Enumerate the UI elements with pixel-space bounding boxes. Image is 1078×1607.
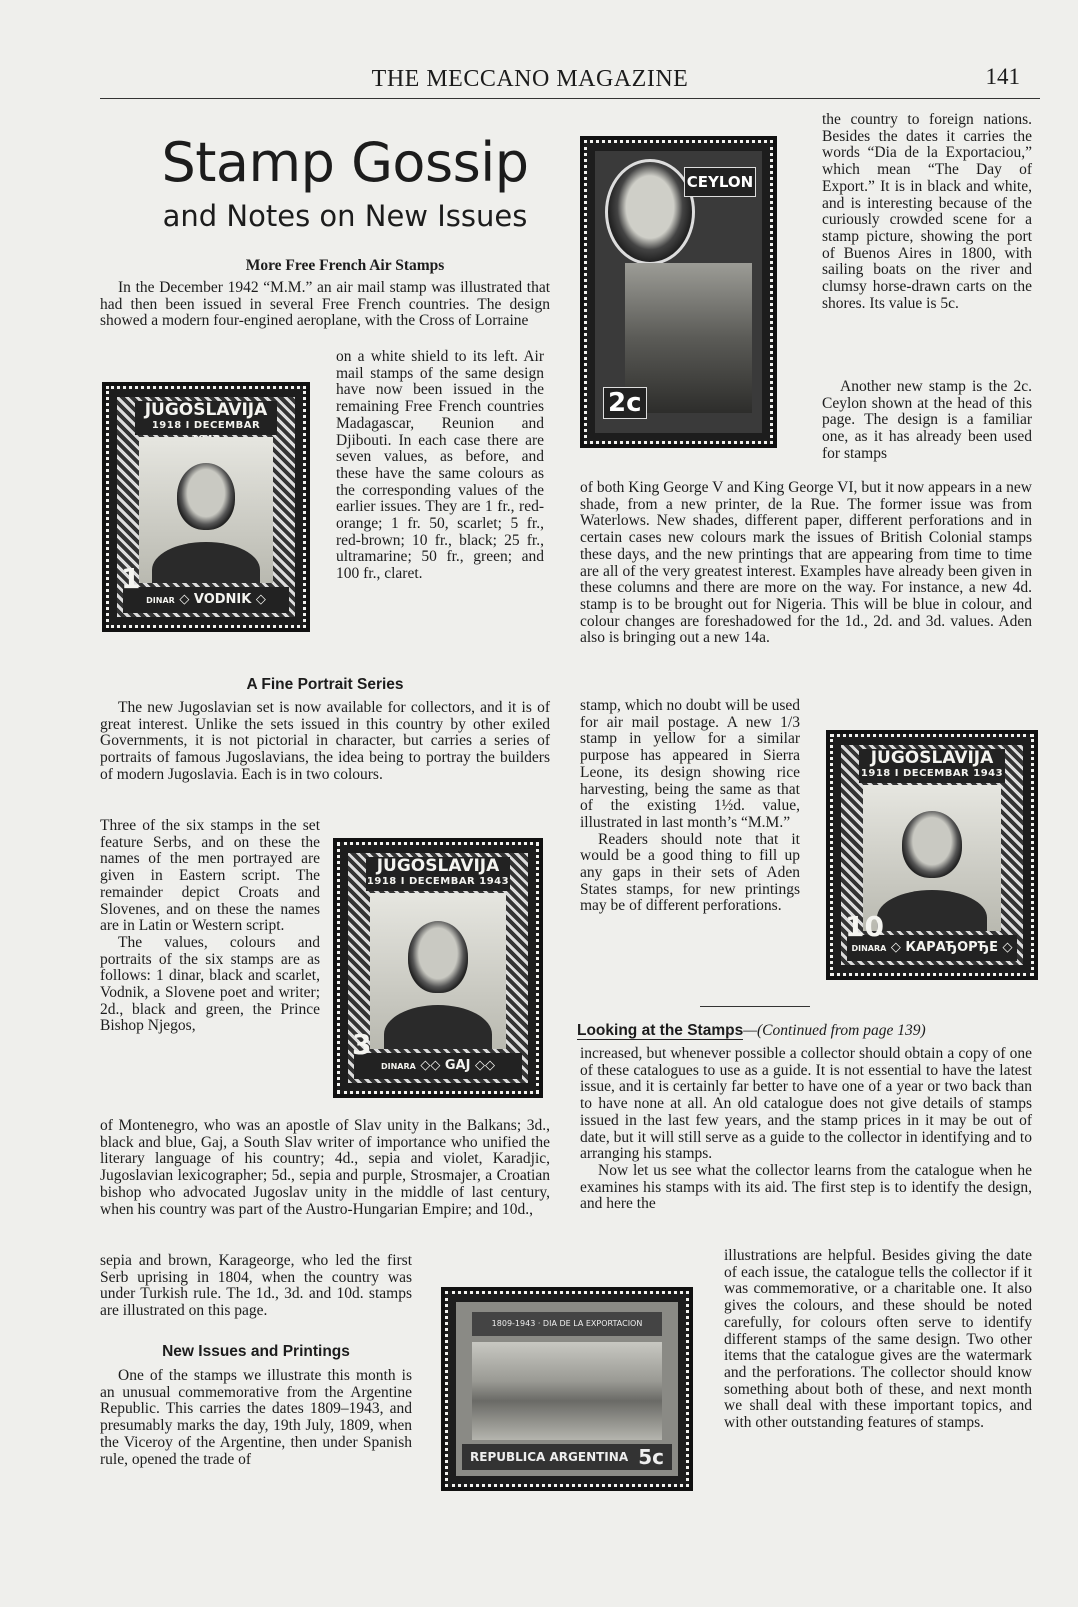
stamp-currency: DINARA xyxy=(851,944,887,953)
paragraph: the country to foreign nations. Besides the dates it carries the words “Dia de la Exportaciou,” which mean “The Day of Export.” It is in black and white, and is interesting because of the curiously crowded scene for a stamp picture, showing the port of Buenos Aires in 1800, with sailing boats on the river and clumsy horse-drawn carts on the shores. Its value is 5c. xyxy=(822,111,1032,312)
paragraph: The new Jugoslavian set is now available for collectors, and it is of great interest. Unlike the sets issued in this country by other exiled Governments, it is not pictorial in character, but carries a series of portraits of famous Jugoslavians, the idea being to portray the builders of modern Jugoslavia. Each is in two colours. xyxy=(100,699,550,783)
king-portrait-medallion xyxy=(605,159,695,265)
stamp-gaj: JUGOSLAVIJA 1918 I DECEMBAR 1943 DINARA ◇◇ GAJ ◇◇ 3 xyxy=(333,838,543,1098)
stamp-country: JUGOSLAVIJA xyxy=(144,400,268,420)
heading-text: Looking at the Stamps xyxy=(577,1022,744,1039)
stamp-currency: DINARA xyxy=(380,1062,416,1071)
stamp-name: VODNIK xyxy=(193,592,252,607)
stamp-vodnik: JUGOSLAVIJA 1918 I DECEMBAR DINAR ◇ VODNIK ◇ 1 xyxy=(102,382,310,632)
text-colonial-printings xyxy=(580,480,1032,647)
text-new-issues-argentine xyxy=(100,1368,412,1468)
portrait-image xyxy=(139,437,273,583)
stamp-value: 2c xyxy=(603,387,647,419)
stamp-ceylon xyxy=(580,136,777,448)
stamp-value: 10 xyxy=(845,910,884,943)
magazine-title: THE MECCANO MAGAZINE xyxy=(371,66,689,92)
paragraph: The values, colours and portraits of the six stamps are as follows: 1 dinar, black and scarlet, Vodnik, a Slovene poet and writer; 2d., black and green, the Prince Bishop Njegos, xyxy=(100,933,320,1035)
text-air-stamps-values xyxy=(336,349,544,583)
paragraph: In the December 1942 “M.M.” an air mail stamp was illustrated that had then been issued in several Free French countries. The design showed a modern four-engined aeroplane, with the Cross of Lorraine xyxy=(100,279,550,330)
text-portrait-intro xyxy=(100,700,550,784)
stamp-words: DIA DE LA EXPORTACION xyxy=(542,1319,643,1328)
stamp-country: JUGOSLAVIJA xyxy=(870,748,994,768)
text-argentine-continued xyxy=(822,112,1032,312)
text-portrait-scripts xyxy=(100,818,320,1035)
stamp-country: CEYLON xyxy=(684,167,756,197)
harbour-scene-image xyxy=(472,1342,662,1440)
paragraph: Three of the six stamps in the set feature Serbs, and on these the names of the men portrayed are given in Eastern script. The remainder depict Croats and Slovenes, and on these the names are in Latin or Western script. xyxy=(100,817,320,935)
paragraph: Another new stamp is the 2c. Ceylon shown at the head of this page. The design is a familiar one, as it has already been used for stamps xyxy=(822,378,1032,462)
text-looking-catalogues xyxy=(580,1046,1032,1213)
stamp-date: 1918 I DECEMBAR 1943 xyxy=(860,768,1004,779)
divider xyxy=(700,1006,810,1007)
stamp-value: 1 xyxy=(121,562,141,595)
heading-air-stamps: More Free French Air Stamps xyxy=(245,257,445,274)
continued-note: —(Continued from page 139) xyxy=(743,1022,926,1039)
stamp-dates: 1809-1943 xyxy=(491,1319,536,1328)
stamp-currency: DINAR xyxy=(146,596,175,605)
article-subtitle: and Notes on New Issues xyxy=(162,199,528,233)
paragraph: of both King George V and King George VI, but it now appears in a new shade, from a new printer, de la Rue. The former issue was from Waterlows. New shades, different paper, different perforations and in certain cases new colours mark the issues of British Colonial stamps these days, and the new printings that are appearing from time to time are all of the very greatest interest. Examples have already been given in these columns and there are more on the way. For instance, a new 4d. stamp is to be brought out for Nigeria. This will be blue in colour, and colour changes are foreshadowed for the 1d., 2d. and 3d. values. Aden also is bringing out a new 14a. xyxy=(580,479,1032,647)
paragraph: illustrations are helpful. Besides giving the date of each issue, the catalogue tells the collector if it was commemorative, or a charitable one. It also gives the colours, and these should be noted carefully, for colours often serve to identify different stamps of the same design. Two other items that the catalogue gives are the watermark and the perforations. The collector should know something about both of these, and next month we shall deal with these important topics, and with other outstanding features of stamps. xyxy=(724,1247,1032,1432)
paragraph: Now let us see what the collector learns from the catalogue when he examines his stamps with its aid. The first step is to identify the design, and here the xyxy=(580,1161,1032,1213)
heading-looking-at-stamps xyxy=(577,1022,1037,1040)
stamp-country: REPUBLICA ARGENTINA xyxy=(470,1450,629,1464)
stamp-date: 1918 I DECEMBAR 1943 xyxy=(366,876,510,887)
paragraph: increased, but whenever possible a collector should obtain a copy of one of these catalogues to use as a guide. It is not essential to have the latest issue, and it is certainly far better to have one of a year or two back than to have none at all. An old catalogue does not give details of stamps issued in the last few years, and the stamp prices in it may be out of date, but it will still serve as a guide to the collector in identifying and to arranging his stamps. xyxy=(580,1045,1032,1163)
paragraph: on a white shield to its left. Air mail stamps of the same design have now been issued in the remaining Free French countries Madagascar, Reunion and Djibouti. In each case there are seven values, as before, and these have the same colours as the corresponding values of the earlier issues. They are 1 fr., red-orange; 1 fr. 50, scarlet; 5 fr., red-brown; 10 fr., black; 25 fr., ultramarine; 50 fr., green; and 100 fr., claret. xyxy=(336,348,544,583)
heading-new-issues: New Issues and Printings xyxy=(162,1343,350,1360)
stamp-value: 3 xyxy=(352,1028,372,1061)
stamp-country: JUGOSLAVIJA xyxy=(376,856,500,876)
paragraph: Readers should note that it would be a good thing to fill up any gaps in their sets of Aden States stamps, for new printings may be of different perforations. xyxy=(580,830,800,915)
heading-portrait-series: A Fine Portrait Series xyxy=(246,676,404,693)
paragraph: One of the stamps we illustrate this month is an unusual commemorative from the Argentine Republic. This carries the dates 1809–1943, and presumably marks the day, 19th July, 1809, when the Viceroy of the Argentine, then under Spanish rule, opened the trade of xyxy=(100,1367,412,1468)
article-title: Stamp Gossip xyxy=(161,131,529,194)
paragraph: of Montenegro, who was an apostle of Slav unity in the Balkans; 3d., black and blue, Gaj, a South Slav writer of importance who unified the literary language of his country; 4d., sepia and violet, Karadjic, Jugoslavian lexicographer; 5d., sepia and purple, Strosmajer, a Croatian bishop who advocated Jugoslav unity in the middle of last century, when his country was part of the Austro-Hungarian Empire; and 10d., xyxy=(100,1117,550,1218)
paragraph: stamp, which no doubt will be used for air mail postage. A new 1/3 stamp in yellow for a similar purpose has appeared in Sierra Leone, its design showing rice harvesting, being the same as that of the existing 1½d. value, illustrated in last month’s “M.M.” xyxy=(580,697,800,831)
page-number: 141 xyxy=(985,64,1020,89)
text-aden-sierra-leone xyxy=(580,698,800,915)
text-portrait-values xyxy=(100,1118,550,1218)
stamp-name: КАРАЂОРЂЕ xyxy=(905,940,998,955)
text-portrait-karageorge xyxy=(100,1253,412,1320)
portrait-image xyxy=(370,893,506,1049)
paragraph: sepia and brown, Karageorge, who led the first Serb uprising in 1804, when the country was under Turkish rule. The 1d., 3d. and 10d. stamps are illustrated on this page. xyxy=(100,1252,412,1320)
stamp-argentina: 1809-1943 · DIA DE LA EXPORTACION REPUBLICA ARGENTINA 5c xyxy=(441,1287,693,1491)
stamp-name: GAJ xyxy=(444,1058,471,1073)
stamp-date: 1918 I DECEMBAR xyxy=(151,420,261,431)
stamp-karageorge: JUGOSLAVIJA 1918 I DECEMBAR 1943 DINARA ◇ КАРАЂОРЂЕ ◇ 10 xyxy=(826,730,1038,980)
text-air-stamps-intro xyxy=(100,280,550,330)
text-ceylon xyxy=(822,379,1032,463)
text-looking-identify xyxy=(724,1248,1032,1432)
stamp-value: 5c xyxy=(638,1445,664,1469)
page-header xyxy=(100,64,1040,99)
